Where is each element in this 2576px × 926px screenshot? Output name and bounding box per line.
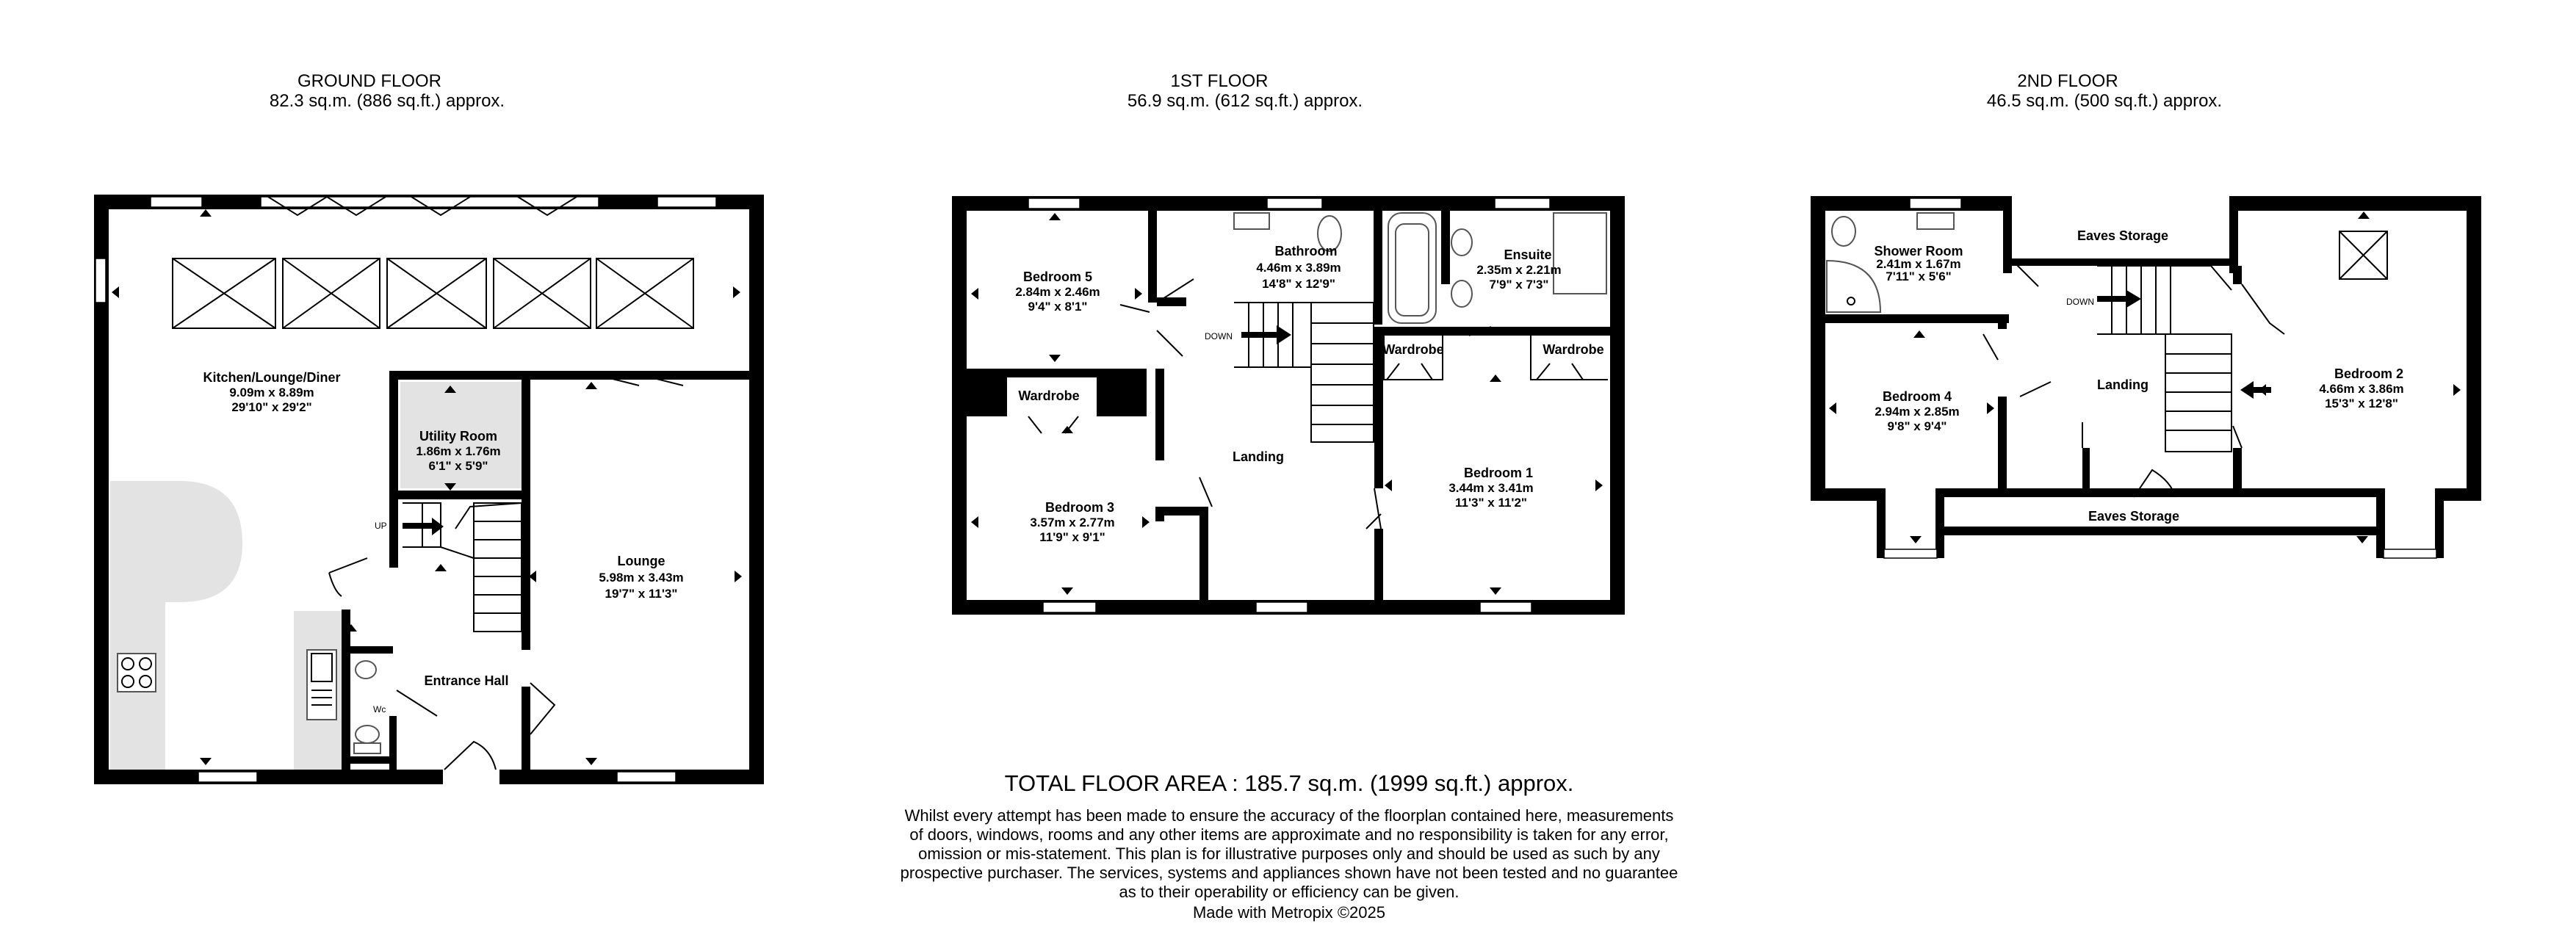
first-landing-name: Landing — [1233, 449, 1284, 464]
lounge-left-wall — [522, 687, 530, 771]
shower-room-imperial: 7'11" x 5'6" — [1886, 270, 1952, 283]
wardrobe-block — [1097, 376, 1147, 416]
front-door — [444, 742, 496, 770]
ground-wall-bottom-left — [94, 770, 443, 784]
lounge-metric: 5.98m x 3.43m — [599, 571, 684, 585]
roof-lights — [173, 258, 693, 328]
bed3-wall — [1199, 507, 1208, 610]
dormer-wall — [1935, 488, 1944, 558]
utility-name: Utility Room — [419, 429, 497, 444]
disclaimer-line: as to their operability or efficiency can be given. — [1119, 883, 1460, 901]
wardrobe-outline — [1384, 334, 1608, 380]
bed2-metric: 4.66m x 3.86m — [2319, 382, 2404, 396]
landing-wall — [2082, 448, 2090, 488]
bed2-left-top-wall — [2229, 196, 2238, 273]
utility-metric: 1.86m x 1.76m — [416, 444, 501, 458]
eaves-storage-bottom: Eaves Storage — [2088, 509, 2180, 524]
wardrobe-bed3: Wardrobe — [1018, 388, 1080, 403]
second-wall-bottom — [2435, 488, 2481, 501]
ground-floor-area: 82.3 sq.m. (886 sq.ft.) approx. — [269, 91, 505, 111]
bed3-right-wall — [1155, 507, 1164, 521]
eaves-storage-top: Eaves Storage — [2077, 228, 2169, 243]
bed1-name: Bedroom 1 — [1463, 466, 1534, 480]
basin-icon — [1234, 213, 1269, 229]
bed4-name: Bedroom 4 — [1882, 389, 1952, 404]
bed5-right-wall — [1148, 211, 1157, 303]
bifold-doors — [261, 197, 599, 207]
disclaimer-line: of doors, windows, rooms and any other items are approximate and no responsibility is taken for any error, — [909, 825, 1669, 844]
ensuite-imperial: 7'9" x 7'3" — [1489, 278, 1549, 292]
first-staircase — [1234, 303, 1374, 442]
hall-name: Entrance Hall — [424, 673, 509, 688]
bed4-metric: 2.94m x 2.85m — [1875, 405, 1960, 419]
shower-right-wall — [2003, 196, 2012, 273]
bed2-left-wall — [2233, 266, 2242, 284]
second-wall-top-left — [1811, 196, 2005, 211]
window — [1495, 198, 1550, 209]
bed1-left-wall — [1374, 327, 1383, 488]
hob-icon — [118, 654, 156, 692]
basin-icon — [1917, 213, 1954, 229]
window — [1256, 602, 1307, 612]
window — [1884, 549, 1937, 558]
lounge-top-wall — [389, 371, 749, 380]
first-floor-title: 1ST FLOOR — [1170, 71, 1269, 91]
ensuite-metric: 2.35m x 2.21m — [1476, 263, 1562, 277]
bed4-imperial: 9'8" x 9'4" — [1887, 419, 1947, 433]
first-floor-area: 56.9 sq.m. (612 sq.ft.) approx. — [1127, 91, 1363, 111]
footer — [901, 770, 1678, 922]
bed2-imperial: 15'3" x 12'8" — [2325, 397, 2398, 410]
second-wall-bottom — [1811, 488, 1877, 501]
bed1-left-wall — [1374, 529, 1383, 610]
ensuite-name: Ensuite — [1504, 247, 1552, 262]
bed4-right-wall — [1998, 397, 2007, 488]
eaves-bottom-wall — [1935, 527, 2385, 535]
hall-door — [329, 558, 367, 596]
second-floor-plan — [1811, 196, 2481, 558]
window — [1267, 198, 1322, 209]
window — [1910, 198, 1961, 209]
utility-left-wall — [389, 371, 398, 497]
bathroom-name: Bathroom — [1274, 244, 1338, 258]
utility-bottom-wall — [389, 491, 529, 499]
window — [1480, 602, 1531, 612]
second-wall-right — [2467, 196, 2481, 501]
stairs-down-label: DOWN — [2066, 297, 2094, 307]
lounge-name: Lounge — [617, 554, 665, 568]
window — [617, 772, 676, 782]
window — [657, 197, 716, 207]
ground-wall-right — [749, 195, 764, 784]
ground-floor-plan — [94, 195, 764, 784]
bed1-metric: 3.44m x 3.41m — [1448, 481, 1534, 495]
internal-doors — [1120, 279, 1491, 529]
toilet-icon — [1451, 229, 1472, 256]
bed4-wall — [1998, 314, 2007, 329]
window — [95, 258, 106, 303]
wardrobe-bed1-left: Wardrobe — [1382, 342, 1444, 357]
eaves-top-wall — [1935, 488, 2385, 497]
first-floor-plan — [952, 196, 1625, 615]
kitchen-worktop — [110, 481, 242, 771]
landing-wall — [1157, 297, 1186, 306]
kitchen-metric: 9.09m x 8.89m — [229, 386, 314, 399]
bathroom-right-wall — [1374, 211, 1382, 325]
wc-top-wall — [342, 646, 393, 654]
bathroom-imperial: 14'8" x 12'9" — [1262, 277, 1335, 291]
bed2-left-wall — [2233, 448, 2242, 488]
first-wall-left — [952, 196, 967, 615]
shower-icon — [1554, 213, 1606, 294]
bed5-imperial: 9'4" x 8'1" — [1028, 300, 1088, 314]
window — [198, 772, 257, 782]
ground-staircase — [403, 503, 522, 632]
first-wall-right — [1610, 196, 1625, 615]
bed5-name: Bedroom 5 — [1022, 270, 1093, 284]
disclaimer-line: prospective purchaser. The services, systems and appliances shown have not been tested and no guarantee — [900, 864, 1678, 882]
dormer-wall — [1877, 488, 1886, 558]
second-landing-name: Landing — [2097, 377, 2149, 392]
bed1-imperial: 11'3" x 11'2" — [1455, 496, 1527, 510]
kitchen-imperial: 29'10" x 29'2" — [231, 400, 312, 414]
stair-wall — [389, 491, 398, 568]
credit-line: Made with Metropix ©2025 — [1192, 903, 1386, 922]
toilet-icon — [1832, 217, 1855, 246]
stairs-down-label: DOWN — [1205, 331, 1233, 341]
bed4-top-wall — [1825, 314, 2009, 323]
stairs-up-label: UP — [375, 521, 387, 531]
bath-inner — [1396, 224, 1429, 316]
window — [1028, 198, 1080, 209]
disclaimer-line: Whilst every attempt has been made to ensure the accuracy of the floorplan contained here, measurements — [904, 806, 1674, 825]
lounge-imperial: 19'7" x 11'3" — [605, 587, 678, 601]
wardrobe-block — [967, 376, 1007, 416]
wc-label: Wc — [373, 704, 386, 715]
ensuite-left-wall — [1441, 211, 1450, 284]
floor-headings — [270, 71, 2222, 111]
bed3-right-wall — [1155, 369, 1164, 460]
wc-right-wall — [389, 716, 397, 771]
bed3-metric: 3.57m x 2.77m — [1030, 516, 1115, 529]
second-wall-top-right — [2232, 196, 2481, 211]
internal-doors — [397, 683, 555, 734]
second-floor-title: 2ND FLOOR — [2017, 71, 2118, 91]
total-floor-area: TOTAL FLOOR AREA : 185.7 sq.m. (1999 sq.ft.) approx. — [1004, 770, 1574, 796]
wc-bottom-wall — [342, 756, 394, 764]
bed3-name: Bedroom 3 — [1045, 500, 1115, 515]
wardrobe-bed1-right: Wardrobe — [1543, 342, 1604, 357]
shower-room-metric: 2.41m x 1.67m — [1876, 257, 1961, 271]
eaves-bottom-wall — [2012, 258, 2229, 266]
disclaimer-line: omission or mis-statement. This plan is for illustrative purposes only and should be used as such by any — [918, 844, 1660, 863]
ground-floor-title: GROUND FLOOR — [297, 71, 442, 91]
bed5-metric: 2.84m x 2.46m — [1015, 285, 1100, 299]
bathroom-metric: 4.46m x 3.89m — [1256, 261, 1341, 275]
wc-left-wall — [342, 610, 350, 771]
bed1-top-wall — [1374, 327, 1610, 336]
bed3-imperial: 11'9" x 9'1" — [1039, 530, 1105, 544]
utility-right-wall — [522, 371, 530, 650]
shower-room-name: Shower Room — [1874, 244, 1963, 258]
dormer-wall — [2376, 488, 2385, 558]
window — [1043, 602, 1096, 612]
bed2-name: Bedroom 2 — [2334, 366, 2404, 381]
second-wall-left — [1811, 196, 1825, 501]
basin-icon — [1451, 281, 1472, 307]
window — [2384, 549, 2436, 558]
kitchen-name: Kitchen/Lounge/Diner — [203, 370, 341, 385]
second-floor-area: 46.5 sq.m. (500 sq.ft.) approx. — [1986, 91, 2223, 111]
sink-icon — [307, 650, 336, 720]
second-staircase — [2097, 266, 2271, 452]
roof-light-cross — [2339, 231, 2387, 279]
window — [151, 197, 202, 207]
utility-imperial: 6'1" x 5'9" — [428, 459, 488, 473]
